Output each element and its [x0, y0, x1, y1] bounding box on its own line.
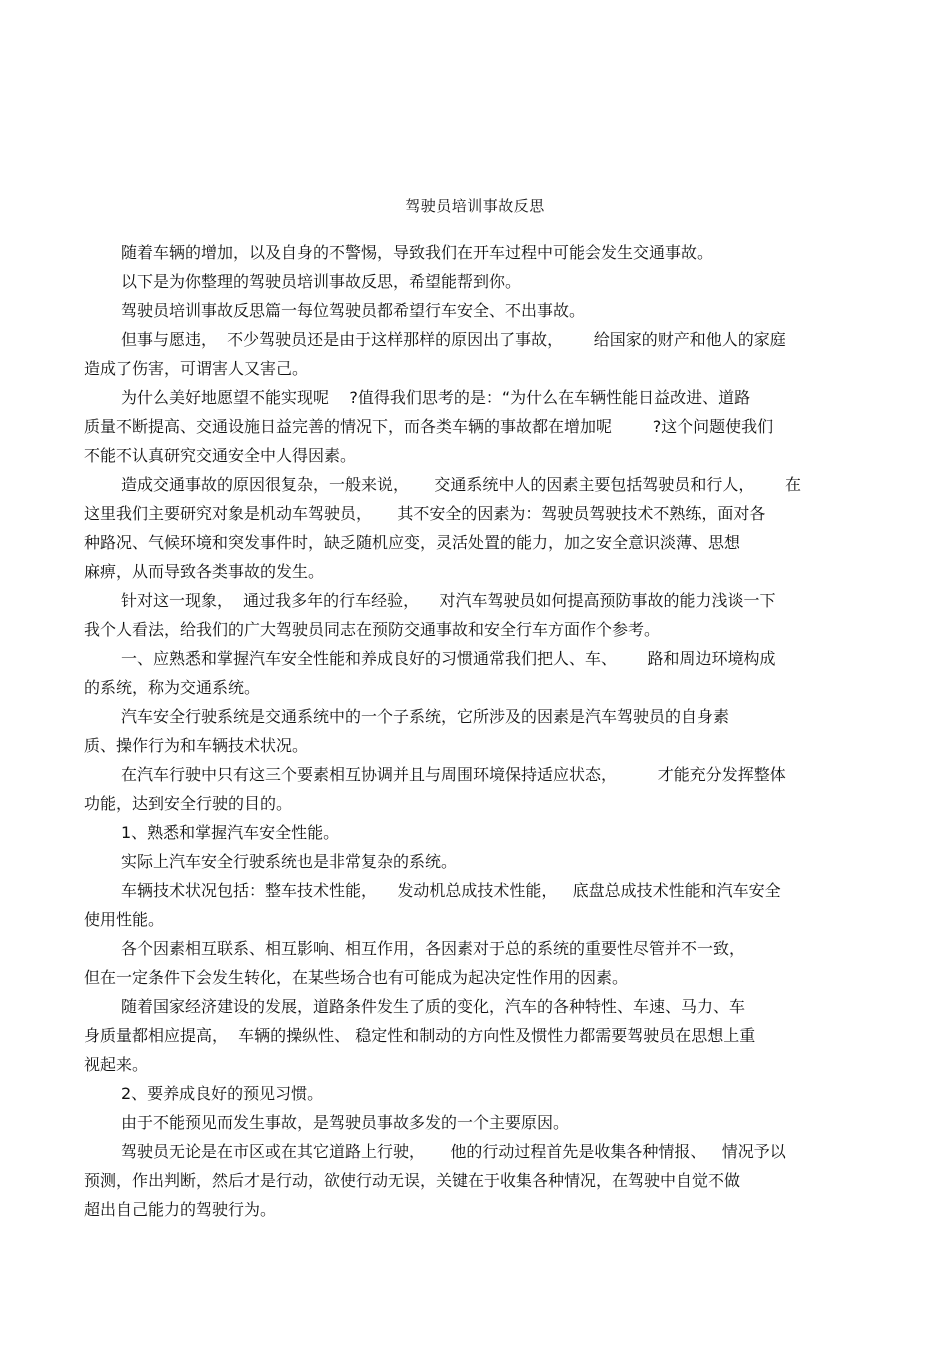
paragraph	[84, 238, 874, 267]
paragraph-line: 的系统，称为交通系统。	[84, 678, 261, 697]
paragraph	[84, 847, 874, 876]
paragraph-line: 车辆技术状况包括：整车技术性能， 发动机总成技术性能， 底盘总成技术性能和汽车安全	[121, 881, 781, 900]
paragraph-line: 造成了伤害，可谓害人又害己。	[84, 359, 309, 378]
paragraph-line: 在汽车行驶中只有这三个要素相互协调并且与周围环境保持适应状态， 才能充分发挥整体	[121, 765, 786, 784]
paragraph-line: 预测，作出判断，然后才是行动，欲使行动无误，关键在于收集各种情况，在驾驶中自觉不做	[84, 1171, 741, 1190]
paragraph-line: 质、操作行为和车辆技术状况。	[84, 736, 309, 755]
paragraph-line: 功能，达到安全行驶的目的。	[84, 794, 293, 813]
paragraph-line: 一、应熟悉和掌握汽车安全性能和养成良好的习惯通常我们把人、车、 路和周边环境构成	[121, 649, 776, 668]
paragraph-line: 超出自己能力的驾驶行为。	[84, 1200, 277, 1219]
paragraph	[84, 1137, 874, 1224]
paragraph-line: 种路况、气候环境和突发事件时，缺乏随机应变，灵活处置的能力，加之安全意识淡薄、思想	[84, 533, 741, 552]
paragraph	[84, 876, 874, 934]
paragraph	[84, 1079, 874, 1108]
paragraph-line: 实际上汽车安全行驶系统也是非常复杂的系统。	[121, 852, 458, 871]
paragraph-line: 驾驶员培训事故反思篇一每位驾驶员都希望行车安全、不出事故。	[121, 301, 586, 320]
paragraph-line: 2、要养成良好的预见习惯。	[121, 1084, 324, 1103]
paragraph-line: 身质量都相应提高， 车辆的操纵性、 稳定性和制动的方向性及惯性力都需要驾驶员在思想上重	[84, 1026, 756, 1045]
paragraph-line: 1、熟悉和掌握汽车安全性能。	[121, 823, 340, 842]
paragraph	[84, 296, 874, 325]
paragraph	[84, 934, 874, 992]
paragraph	[84, 586, 874, 644]
paragraph-line: 针对这一现象， 通过我多年的行车经验， 对汽车驾驶员如何提高预防事故的能力浅谈一下	[121, 591, 776, 610]
paragraph-line: 各个因素相互联系、相互影响、相互作用，各因素对于总的系统的重要性尽管并不一致，	[121, 939, 746, 958]
paragraph	[84, 818, 874, 847]
paragraph-line: 汽车安全行驶系统是交通系统中的一个子系统，它所涉及的因素是汽车驾驶员的自身素	[121, 707, 730, 726]
paragraph	[84, 325, 874, 383]
paragraph-line: 这里我们主要研究对象是机动车驾驶员， 其不安全的因素为：驾驶员驾驶技术不熟练，面对各	[84, 504, 766, 523]
paragraph-line: 为什么美好地愿望不能实现呢 ?值得我们思考的是：“为什么在车辆性能日益改进、道路	[121, 388, 751, 407]
paragraph-line: 随着车辆的增加，以及自身的不警惕，导致我们在开车过程中可能会发生交通事故。	[121, 243, 714, 262]
paragraph	[84, 992, 874, 1079]
document-body	[84, 238, 874, 1224]
paragraph-line: 但事与愿违， 不少驾驶员还是由于这样那样的原因出了事故， 给国家的财产和他人的家庭	[121, 330, 786, 349]
paragraph-line: 但在一定条件下会发生转化，在某些场合也有可能成为起决定性作用的因素。	[84, 968, 629, 987]
paragraph-line: 造成交通事故的原因很复杂，一般来说， 交通系统中人的因素主要包括驾驶员和行人， 在	[121, 475, 801, 494]
paragraph	[84, 1108, 874, 1137]
paragraph-line: 随着国家经济建设的发展，道路条件发生了质的变化，汽车的各种特性、车速、马力、车	[121, 997, 746, 1016]
paragraph	[84, 470, 874, 586]
paragraph-line: 使用性能。	[84, 910, 165, 929]
paragraph	[84, 267, 874, 296]
paragraph-line: 我个人看法，给我们的广大驾驶员同志在预防交通事故和安全行车方面作个参考。	[84, 620, 661, 639]
paragraph	[84, 702, 874, 760]
paragraph	[84, 760, 874, 818]
paragraph-line: 驾驶员无论是在市区或在其它道路上行驶， 他的行动过程首先是收集各种情报、 情况予以	[121, 1142, 786, 1161]
paragraph-line: 由于不能预见而发生事故，是驾驶员事故多发的一个主要原因。	[121, 1113, 570, 1132]
paragraph	[84, 644, 874, 702]
paragraph-line: 麻痹，从而导致各类事故的发生。	[84, 562, 325, 581]
document-title: 驾驶员培训事故反思	[405, 197, 545, 215]
paragraph-line: 视起来。	[84, 1055, 149, 1074]
paragraph-line: 不能不认真研究交通安全中人得因素。	[84, 446, 357, 465]
paragraph-line: 以下是为你整理的驾驶员培训事故反思，希望能帮到你。	[121, 272, 522, 291]
paragraph-line: 质量不断提高、交通设施日益完善的情况下，而各类车辆的事故都在增加呢 ?这个问题使我们	[84, 417, 774, 436]
paragraph	[84, 383, 874, 470]
